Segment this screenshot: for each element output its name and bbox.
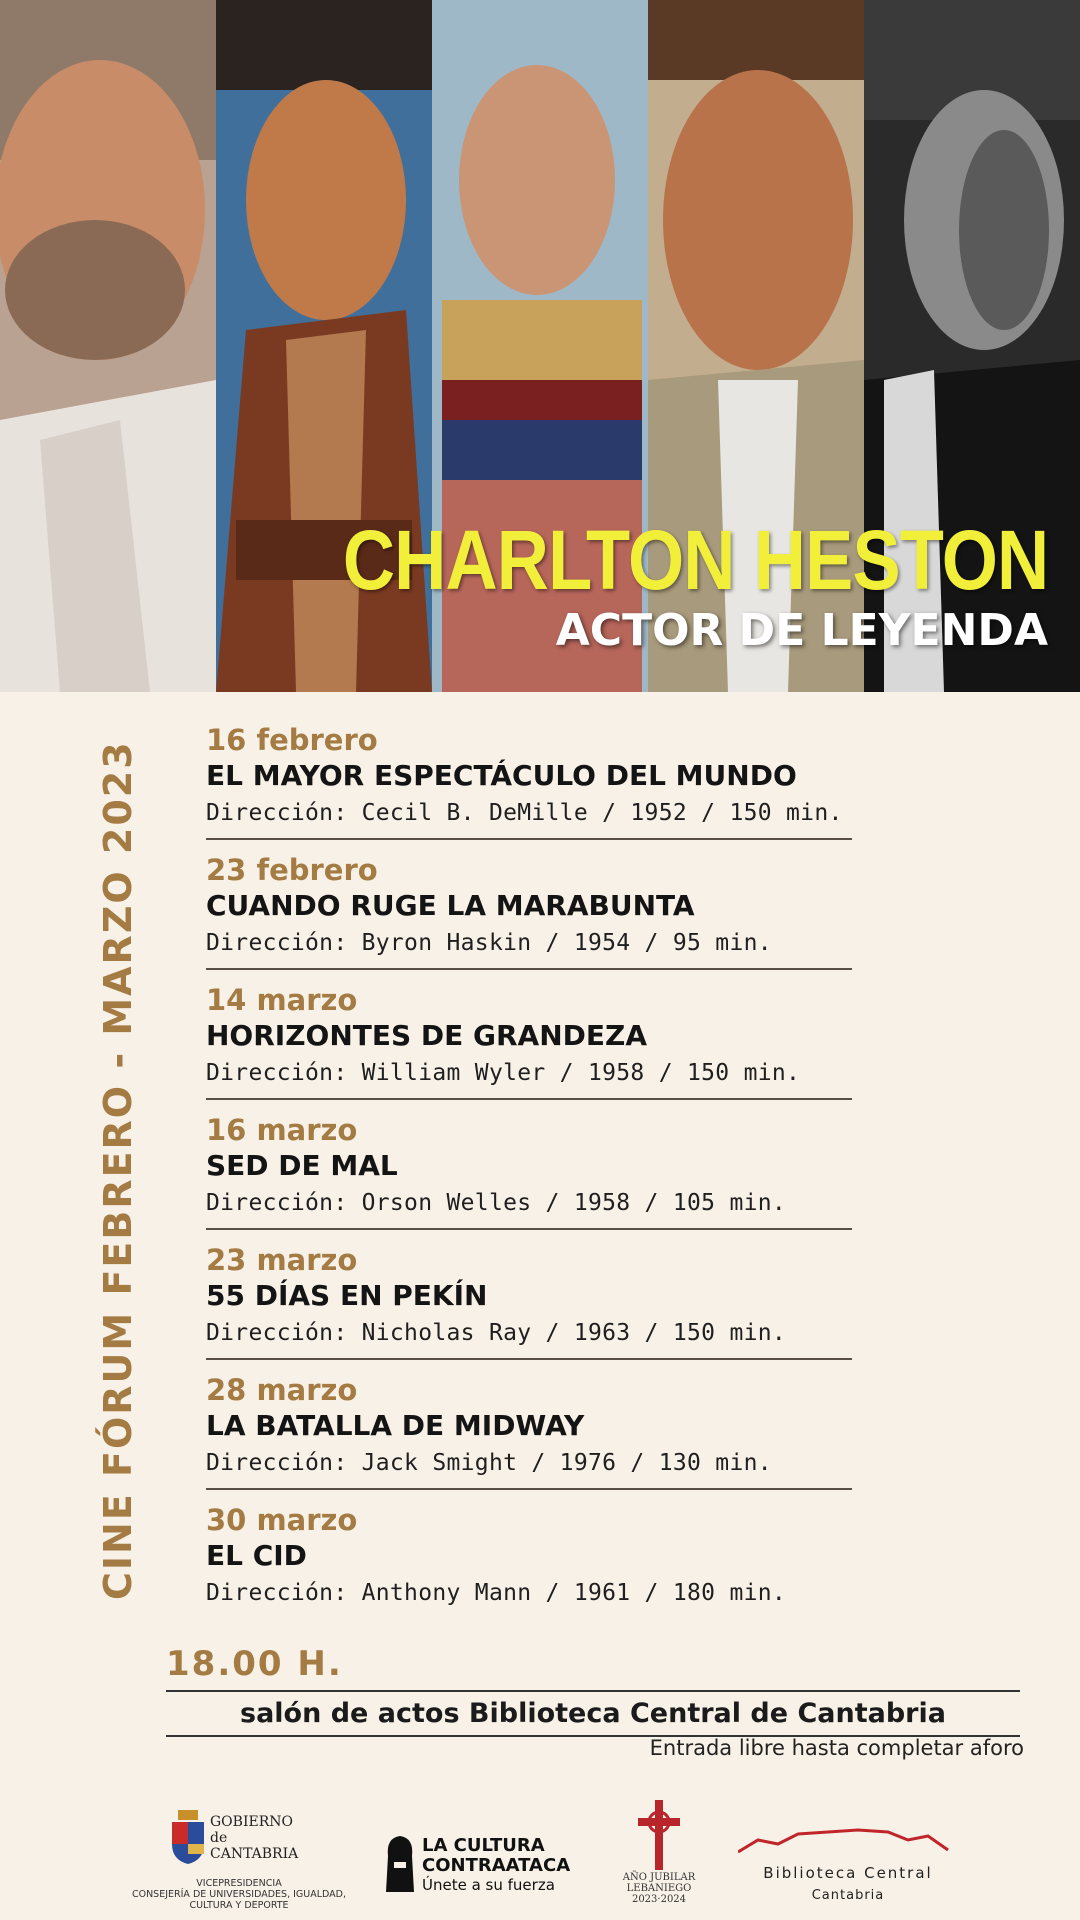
film-entry	[206, 852, 852, 970]
jubilar-name: AÑO JUBILAR LEBANIEGO 2023·2024	[622, 1872, 696, 1905]
film-title: CUANDO RUGE LA MARABUNTA	[206, 889, 695, 922]
film-direction: Dirección: William Wyler / 1958 / 150 min.	[206, 1060, 801, 1086]
entry-note: Entrada libre hasta completar aforo	[649, 1736, 1024, 1760]
film-date: 28 marzo	[206, 1373, 358, 1407]
gobierno-name: GOBIERNO de CANTABRIA	[210, 1814, 299, 1862]
film-date: 23 marzo	[206, 1243, 358, 1277]
divider	[206, 1098, 852, 1100]
sponsor-logos	[0, 1790, 1080, 1920]
coat-of-arms-icon	[168, 1810, 208, 1864]
divider	[206, 1488, 852, 1490]
film-date: 23 febrero	[206, 853, 378, 887]
film-date: 14 marzo	[206, 983, 358, 1017]
biblioteca-name: Biblioteca Central	[763, 1864, 933, 1882]
gobierno-office	[124, 1878, 354, 1911]
divider	[206, 968, 852, 970]
film-direction: Dirección: Anthony Mann / 1961 / 180 min.	[206, 1580, 787, 1606]
gobierno-office-label: VICEPRESIDENCIA	[196, 1878, 282, 1889]
cross-icon	[634, 1800, 684, 1870]
skyline-icon	[738, 1826, 958, 1856]
cultura-name: LA CULTURA CONTRAATACA	[422, 1835, 571, 1876]
ano-jubilar-logo	[614, 1800, 704, 1910]
film-title: EL CID	[206, 1539, 307, 1572]
actor-photo-1	[0, 0, 216, 692]
hero-title-block	[228, 515, 1048, 657]
film-direction: Dirección: Byron Haskin / 1954 / 95 min.	[206, 930, 772, 956]
film-entry	[206, 1112, 852, 1230]
hero-subtitle: ACTOR DE LEYENDA	[555, 605, 1048, 656]
film-title: LA BATALLA DE MIDWAY	[206, 1409, 585, 1442]
film-date: 16 febrero	[206, 723, 378, 757]
divider	[206, 1358, 852, 1360]
film-entry	[206, 1372, 852, 1490]
divider	[206, 838, 852, 840]
divider	[206, 1228, 852, 1230]
film-title: SED DE MAL	[206, 1149, 398, 1182]
film-date: 16 marzo	[206, 1113, 358, 1147]
film-direction: Dirección: Cecil B. DeMille / 1952 / 150 min.	[206, 800, 843, 826]
hero-title: CHARLTON HESTON	[342, 513, 1048, 607]
cultura-contraataca-logo	[386, 1835, 571, 1896]
biblioteca-region: Cantabria	[811, 1888, 885, 1903]
event-time: 18.00 H.	[166, 1644, 343, 1684]
gobierno-dept-label: CONSEJERÍA DE UNIVERSIDADES, IGUALDAD, CULTURA Y DEPORTE	[131, 1889, 347, 1911]
film-entry	[206, 1242, 852, 1360]
film-entry	[206, 722, 852, 840]
hero-photo-strip	[0, 0, 1080, 692]
event-venue: salón de actos Biblioteca Central de Cantabria	[166, 1690, 1020, 1737]
film-title: 55 DÍAS EN PEKÍN	[206, 1279, 488, 1312]
biblioteca-central-logo	[738, 1826, 958, 1906]
cultura-tagline: Únete a su fuerza	[422, 1876, 555, 1894]
helmet-icon	[386, 1836, 414, 1892]
film-direction: Dirección: Orson Welles / 1958 / 105 min.	[206, 1190, 787, 1216]
film-date: 30 marzo	[206, 1503, 358, 1537]
film-title: HORIZONTES DE GRANDEZA	[206, 1019, 647, 1052]
side-label: CINE FÓRUM FEBRERO - MARZO 2023	[96, 740, 140, 1600]
film-title: EL MAYOR ESPECTÁCULO DEL MUNDO	[206, 759, 797, 792]
film-direction: Dirección: Jack Smight / 1976 / 130 min.	[206, 1450, 772, 1476]
film-entry	[206, 1502, 852, 1612]
film-entry	[206, 982, 852, 1100]
film-direction: Dirección: Nicholas Ray / 1963 / 150 min.	[206, 1320, 787, 1346]
